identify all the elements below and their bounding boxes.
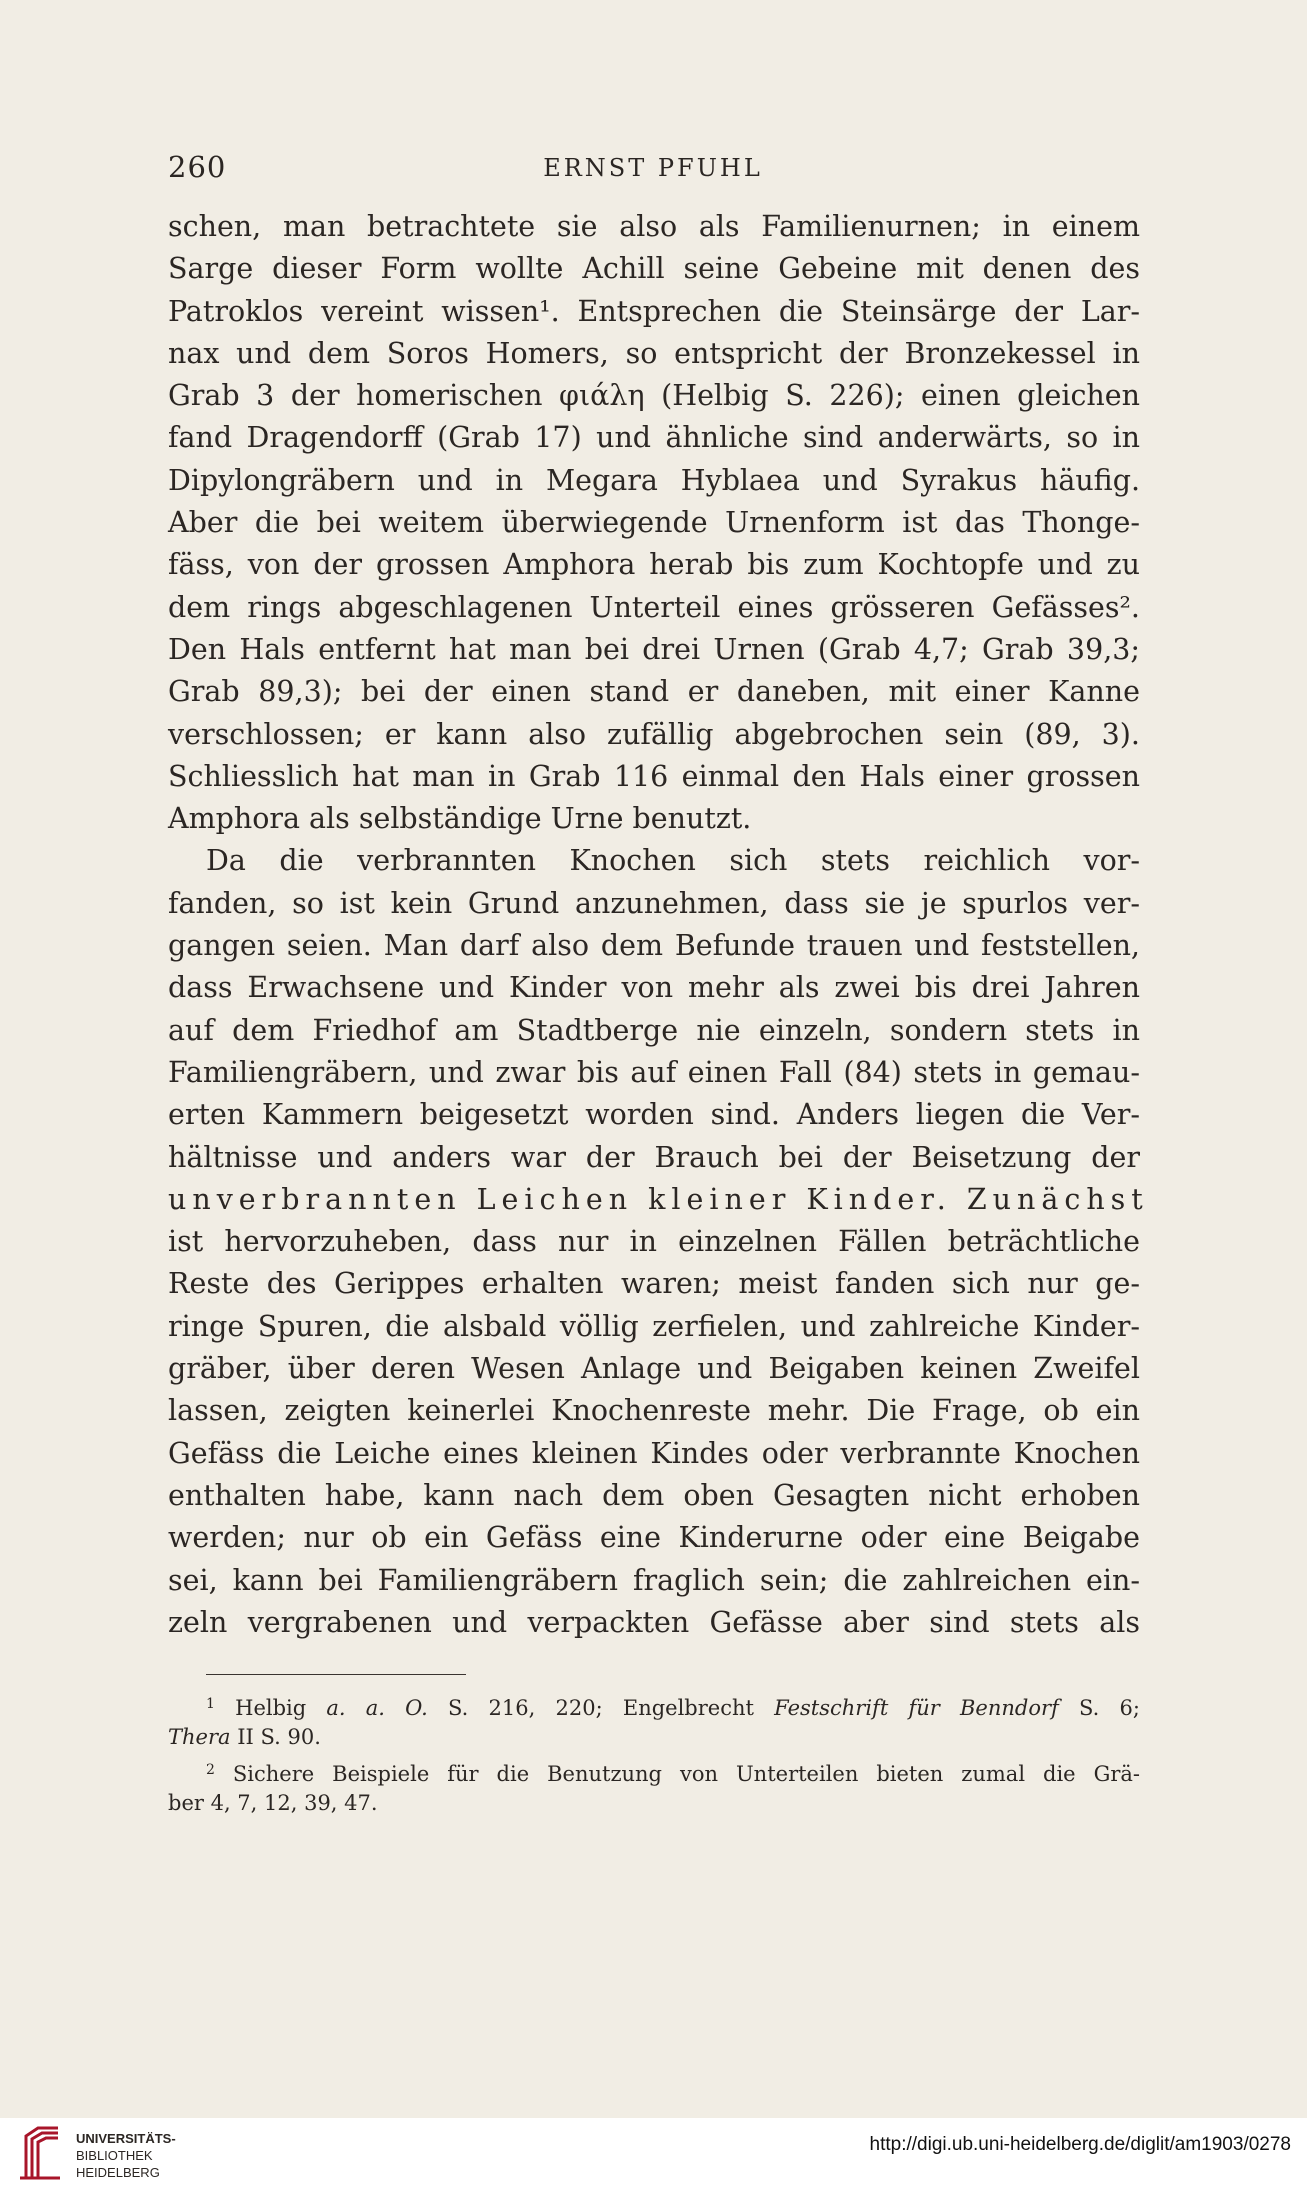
footnote-text: Thera xyxy=(168,1725,231,1749)
footnotes xyxy=(168,1688,1140,1820)
footnote-1-cont xyxy=(168,1721,1140,1754)
text-line: ist hervorzuheben, dass nur in einzelnen Fällen beträchtliche xyxy=(168,1225,1140,1259)
footnote-text: Sichere Beispiele für die Benutzung von Unterteilen bieten zumal die Grä- xyxy=(232,1762,1140,1786)
text-line: Sarge dieser Form wollte Achill seine Gebeine mit denen des xyxy=(168,252,1140,286)
text-line: Familiengräbern, und zwar bis auf einen Fall (84) stets in gemau- xyxy=(168,1055,1140,1089)
text-line: lassen, zeigten keinerlei Knochenreste mehr. Die Frage, ob ein xyxy=(168,1394,1140,1428)
footnote-text: S. 216, 220; Engelbrecht xyxy=(448,1696,754,1720)
text-line: Den Hals entfernt hat man bei drei Urnen (Grab 4,7; Grab 39,3; xyxy=(168,632,1140,666)
page-number: 260 xyxy=(168,150,227,184)
text-line: dem rings abgeschlagenen Unterteil eines grösseren Gefässes². xyxy=(168,590,1140,624)
text-line: Schliesslich hat man in Grab 116 einmal den Hals einer grossen xyxy=(168,759,1140,793)
text-line: Amphora als selbständige Urne benutzt. xyxy=(168,802,752,836)
text-line: Patroklos vereint wissen¹. Entsprechen die Steinsärge der Lar- xyxy=(168,294,1140,328)
body-text xyxy=(168,206,1149,1644)
footnote-1 xyxy=(168,1688,1140,1721)
source-url-link[interactable]: http://digi.ub.uni-heidelberg.de/diglit/am1903/0278 xyxy=(869,2134,1291,2155)
footnote-divider xyxy=(206,1674,466,1675)
text-line: sei, kann bei Familiengräbern fraglich sein; die zahlreichen ein- xyxy=(168,1563,1140,1597)
text-line: nax und dem Soros Homers, so entspricht der Bronzekessel in xyxy=(168,336,1140,370)
digitization-footer xyxy=(0,2118,1307,2204)
footnote-text: Festschrift für Benndorf xyxy=(774,1696,1059,1720)
text-line: Grab 89,3); bei der einen stand er daneben, mit einer Kanne xyxy=(168,675,1140,709)
running-head: ERNST PFUHL xyxy=(543,154,763,182)
footnote-mark: 1 xyxy=(206,1696,215,1712)
text-line: dass Erwachsene und Kinder von mehr als zwei bis drei Jahren xyxy=(168,971,1140,1005)
footnote-text: Helbig xyxy=(235,1696,307,1720)
text-line: Da die verbrannten Knochen sich stets reichlich vor- xyxy=(206,844,1140,878)
text-line: Aber die bei weitem überwiegende Urnenform ist das Thonge- xyxy=(168,506,1140,540)
footnote-text: S. 6; xyxy=(1079,1696,1140,1720)
text-line: schen, man betrachtete sie also als Familienurnen; in einem xyxy=(168,210,1140,243)
text-line: Reste des Gerippes erhalten waren; meist fanden sich nur ge- xyxy=(168,1267,1140,1301)
text-line: auf dem Friedhof am Stadtberge nie einzeln, sondern stets in xyxy=(168,1013,1140,1047)
footnote-2-cont: ber 4, 7, 12, 39, 47. xyxy=(168,1791,378,1815)
text-line: Gefäss die Leiche eines kleinen Kindes oder verbrannte Knochen xyxy=(168,1436,1140,1470)
text-line: enthalten habe, kann nach dem oben Gesagten nicht erhoben xyxy=(168,1478,1140,1512)
page-header xyxy=(168,150,1138,190)
text-line: fand Dragendorff (Grab 17) und ähnliche sind anderwärts, so in xyxy=(168,421,1140,455)
text-line: fäss, von der grossen Amphora herab bis zum Kochtopfe und zu xyxy=(168,548,1140,582)
text-line: ringe Spuren, die alsbald völlig zerfielen, und zahlreiche Kinder- xyxy=(168,1309,1140,1343)
library-name: UNIVERSITÄTS- BIBLIOTHEK HEIDELBERG xyxy=(76,2131,176,2180)
text-line: erten Kammern beigesetzt worden sind. Anders liegen die Ver- xyxy=(168,1098,1140,1132)
footnote-text: a. a. O. xyxy=(326,1696,428,1720)
footnote-2 xyxy=(168,1754,1140,1787)
text-line: fanden, so ist kein Grund anzunehmen, dass sie je spurlos ver- xyxy=(168,886,1140,920)
footnote-mark: 2 xyxy=(206,1762,215,1778)
text-line: gräber, über deren Wesen Anlage und Beigaben keinen Zweifel xyxy=(168,1352,1140,1386)
text-line: zeln vergrabenen und verpackten Gefässe aber sind stets als xyxy=(168,1605,1140,1639)
text-line: hältnisse und anders war der Brauch bei der Beisetzung der xyxy=(168,1140,1140,1174)
text-line: Grab 3 der homerischen φιάλη (Helbig S. 226); einen gleichen xyxy=(168,379,1140,413)
text-line: unverbrannten Leichen kleiner Kinder. Zunächst xyxy=(168,1182,1149,1216)
text-line: verschlossen; er kann also zufällig abgebrochen sein (89, 3). xyxy=(168,717,1140,751)
text-line: Dipylongräbern und in Megara Hyblaea und Syrakus häufig. xyxy=(168,463,1140,497)
text-line: werden; nur ob ein Gefäss eine Kinderurne oder eine Beigabe xyxy=(168,1521,1140,1555)
university-library-logo-icon xyxy=(18,2126,62,2180)
text-line: gangen seien. Man darf also dem Befunde trauen und feststellen, xyxy=(168,929,1140,963)
footnote-text: II S. 90. xyxy=(237,1725,321,1749)
